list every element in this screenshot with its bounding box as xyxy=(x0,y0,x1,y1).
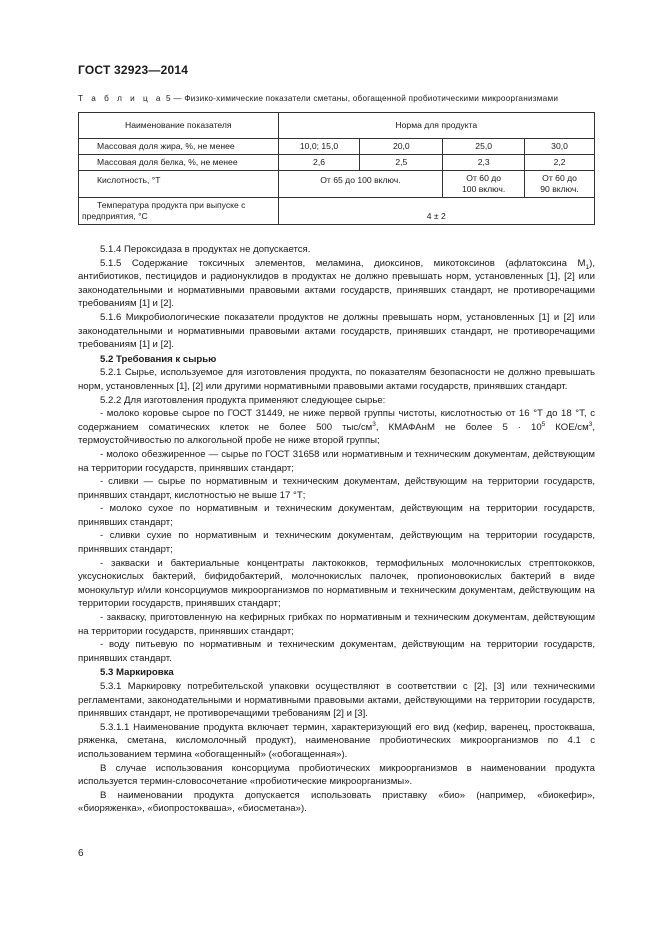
row-name-temperature xyxy=(79,198,279,225)
column-header-norm: Норма для продукта xyxy=(278,113,594,139)
paragraph-consortium: В случае использования консорциума пробиотических микроорганизмов в наименовании продукта используется термин-словосочетание «пробиотические микроорганизмы». xyxy=(78,762,595,788)
column-header-name: Наименование показателя xyxy=(79,113,279,139)
table-caption-label: Т а б л и ц а xyxy=(78,94,164,103)
cell-protein-2: 2,5 xyxy=(360,155,443,171)
list-item-raw-milk: - молоко коровье сырое по ГОСТ 31449, не ниже первой группы чистоты, кислотностью от 16 °Т до 18 °Т, с содержанием соматических клеток не более 500 тыс/$см^3$, КМАФАнМ не более $5 \cdot 10^5$ КОЕ/$см^3$, термоустойчивостью по алкогольной пробе не ниже второй группы; xyxy=(78,408,595,447)
cell-acidity-2-line2: 100 включ. xyxy=(462,184,506,194)
cell-acidity-3-line1: От 60 до xyxy=(542,173,577,183)
list-item-dry-milk: - молоко сухое по нормативным и техническим документам, действующим на территории государств, принявших стандарт; xyxy=(78,503,595,528)
section-heading-5-3: 5.3 Маркировка xyxy=(100,667,174,679)
cell-fat-3: 25,0 xyxy=(443,139,525,155)
paragraph-5-3-1: 5.3.1 Маркировку потребительской упаковки осуществляют в соответствии с [2], [3] или техническими регламентами, законодательными и нормативными правовыми актами, действующими на территории государств, принявших стандарт, не противоречащими требованиям [2] и [3]. xyxy=(78,681,595,720)
cell-acidity-3 xyxy=(525,171,595,198)
row-name-fat: Массовая доля жира, %, не менее xyxy=(79,139,279,155)
paragraph-5-2-2: 5.2.2 Для изготовления продукта применяют следующее сырье: xyxy=(100,394,386,406)
cell-acidity-1: От 65 до 100 включ. xyxy=(278,171,443,198)
list-item-starters: - закваски и бактериальные концентраты лактококков, термофильных молочнокислых стрептококков, уксуснокислых бактерий, бифидобактерий, молочнокислых палочек, пропионовокислых бактерий в виде монокультур и/или консорциумов микроорганизмов по нормативным и техническим документам, действующим на территории государств, принявших стандарт; xyxy=(78,557,595,610)
cell-fat-2: 20,0 xyxy=(360,139,443,155)
row-name-temperature-line1: Температура продукта при выпуске с xyxy=(97,200,246,210)
row-name-protein: Массовая доля белка, %, не менее xyxy=(79,155,279,171)
paragraph-5-3-1-1: 5.3.1.1 Наименование продукта включает термин, характеризующий его вид (кефир, варенец, простокваша, ряженка, сметана, кисломолочный продукт), наименование пробиотических микроорганизмов по 4.1 с использованием термина «обогащенный» («обогащенная»). xyxy=(78,721,595,760)
paragraph-bio-prefix: В наименовании продукта допускается использовать приставку «био» (например, «биокефир», «биоряженка», «биопростокваша», «биосметана»). xyxy=(78,789,595,815)
paragraph-5-2-1: 5.2.1 Сырье, используемое для изготовления продукта, по показателям безопасности не должно превышать норм, установленных [1], [2] или другими нормативными правовыми актами государств, принявших стандарт. xyxy=(78,367,595,392)
document-header: ГОСТ 32923—2014 xyxy=(78,63,189,77)
list-item-skimmed-milk: - молоко обезжиренное — сырье по ГОСТ 31658 или нормативным и техническим документам, действующим на территории государств, принявших стандарт; xyxy=(78,448,595,474)
paragraph-5-1-4: 5.1.4 Пероксидаза в продуктах не допускается. xyxy=(100,244,311,255)
cell-fat-4: 30,0 xyxy=(525,139,595,155)
row-name-temperature-line2: предприятия, °С xyxy=(82,211,148,221)
list-item-dry-cream: - сливки сухие по нормативным и техническим документам, действующим на территории государств, принявших стандарт; xyxy=(78,530,595,556)
list-item-water: - воду питьевую по нормативным и техническим документам, действующим на территории государств, принявших стандарт. xyxy=(78,639,595,664)
section-heading-5-2: 5.2 Требования к сырью xyxy=(100,353,217,365)
physicochemical-table xyxy=(78,112,595,225)
cell-acidity-3-line2: 90 включ. xyxy=(540,184,579,194)
row-name-acidity: Кислотность, °Т xyxy=(79,171,279,198)
cell-acidity-2-line1: От 60 до xyxy=(466,173,502,183)
list-item-cream: - сливки — сырье по нормативным и техническим документам, действующим на территории государств, принявших стандарт, кислотностью не выше 17 °Т; xyxy=(78,476,595,501)
cell-protein-3: 2,3 xyxy=(443,155,525,171)
table-caption xyxy=(78,94,558,103)
table-caption-text: 5 — Физико-химические показатели сметаны, обогащенной пробиотическими микроорганизмами xyxy=(166,94,559,103)
list-item-kefir-starter: - закваску, приготовленную на кефирных грибках по нормативным и техническим документам, действующим на территории государств, принявших стандарт; xyxy=(78,612,595,637)
document-body xyxy=(78,243,595,816)
cell-acidity-2 xyxy=(443,171,525,198)
cell-fat-1: 10,0; 15,0 xyxy=(278,139,360,155)
cell-temperature: 4 ± 2 xyxy=(278,198,594,225)
cell-protein-4: 2,2 xyxy=(525,155,595,171)
cell-protein-1: 2,6 xyxy=(278,155,360,171)
page-number: 6 xyxy=(78,848,84,859)
paragraph-5-1-5: 5.1.5 Содержание токсичных элементов, меламина, диоксинов, микотоксинов (афлатоксина $М_1$), антибиотиков, пестицидов и радионуклидов в продуктах не должно превышать норм, установленных [1], [2] или законодательными и нормативными правовыми актами государств, принявших стандарт, не противоречащими требованиям [1] и [2]. xyxy=(78,257,595,310)
paragraph-5-1-6: 5.1.6 Микробиологические показатели продуктов не должны превышать норм, установленных [1] и [2] или законодательными и нормативными правовыми актами государств, принявших стандарт, не противоречащими требованиям [1] и [2]. xyxy=(78,311,595,351)
